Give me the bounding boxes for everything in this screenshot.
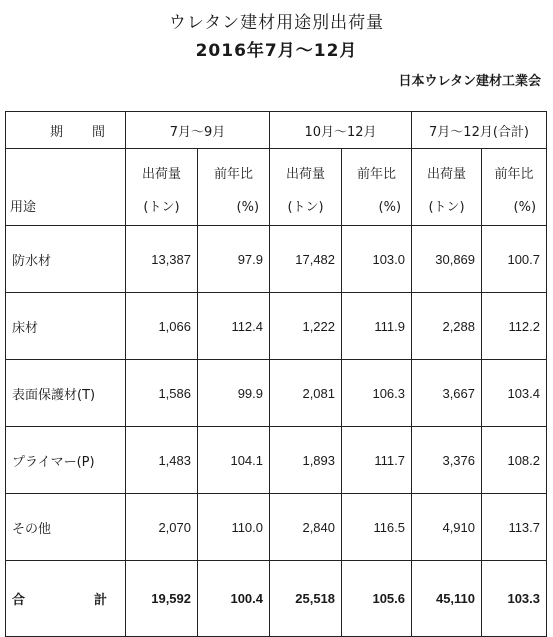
category-cell: プライマー(P) xyxy=(6,427,126,494)
yoy-value: 104.1 xyxy=(198,427,270,494)
shipment-label: 出荷量 xyxy=(286,167,326,182)
total-yoy-value: 105.6 xyxy=(342,561,412,637)
category-cell: その他 xyxy=(6,494,126,561)
total-shipment-value: 45,110 xyxy=(412,561,482,637)
category-cell: 防水材 xyxy=(6,226,126,293)
shipment-label: 出荷量 xyxy=(427,167,467,182)
usage-label: 用途 xyxy=(10,200,37,215)
yoy-value: 112.4 xyxy=(198,293,270,360)
sub-header-row xyxy=(6,149,547,226)
yoy-value: 108.2 xyxy=(482,427,547,494)
shipment-value: 1,586 xyxy=(126,360,198,427)
shipment-unit: (トン) xyxy=(287,200,324,215)
yoy-value: 111.7 xyxy=(342,427,412,494)
yoy-value: 112.2 xyxy=(482,293,547,360)
yoy-value: 106.3 xyxy=(342,360,412,427)
yoy-value: 111.9 xyxy=(342,293,412,360)
period-header: 10月～12月 xyxy=(270,112,412,149)
table-row xyxy=(6,494,547,561)
total-row xyxy=(6,561,547,637)
period-header: 7月～9月 xyxy=(126,112,270,149)
total-label: 合 計 xyxy=(6,561,126,637)
total-shipment-value: 25,518 xyxy=(270,561,342,637)
shipment-label: 出荷量 xyxy=(141,167,181,182)
usage-label-cell xyxy=(6,149,126,226)
yoy-value: 113.7 xyxy=(482,494,547,561)
shipment-value: 1,483 xyxy=(126,427,198,494)
yoy-value: 103.0 xyxy=(342,226,412,293)
shipment-value: 2,840 xyxy=(270,494,342,561)
shipment-value: 2,081 xyxy=(270,360,342,427)
total-yoy-value: 103.3 xyxy=(482,561,547,637)
shipment-value: 2,070 xyxy=(126,494,198,561)
period-label: 期 間 xyxy=(6,112,126,149)
table-row xyxy=(6,293,547,360)
page-title: ウレタン建材用途別出荷量 xyxy=(168,13,385,33)
shipment-header xyxy=(126,149,198,226)
shipment-value: 1,222 xyxy=(270,293,342,360)
shipment-unit: (トン) xyxy=(143,200,180,215)
shipment-value: 13,387 xyxy=(126,226,198,293)
table-row xyxy=(6,226,547,293)
yoy-value: 99.9 xyxy=(198,360,270,427)
period-header: 7月～12月(合計) xyxy=(412,112,547,149)
yoy-value: 103.4 xyxy=(482,360,547,427)
shipment-value: 3,376 xyxy=(412,427,482,494)
table-row xyxy=(6,360,547,427)
yoy-label: 前年比 xyxy=(494,167,534,182)
category-cell: 表面保護材(T) xyxy=(6,360,126,427)
yoy-value: 110.0 xyxy=(198,494,270,561)
shipment-value: 2,288 xyxy=(412,293,482,360)
period-header-row xyxy=(6,112,547,149)
yoy-value: 116.5 xyxy=(342,494,412,561)
yoy-header xyxy=(198,149,270,226)
yoy-unit: (%) xyxy=(513,200,537,215)
yoy-value: 100.7 xyxy=(482,226,547,293)
shipment-value: 17,482 xyxy=(270,226,342,293)
yoy-unit: (%) xyxy=(378,200,402,215)
shipment-value: 3,667 xyxy=(412,360,482,427)
shipment-value: 1,893 xyxy=(270,427,342,494)
shipment-value: 4,910 xyxy=(412,494,482,561)
shipment-unit: (トン) xyxy=(428,200,465,215)
yoy-header xyxy=(342,149,412,226)
table-row xyxy=(6,427,547,494)
category-cell: 床材 xyxy=(6,293,126,360)
total-yoy-value: 100.4 xyxy=(198,561,270,637)
shipment-table xyxy=(5,111,547,637)
page-subtitle: 2016年7月～12月 xyxy=(195,41,358,61)
shipment-value: 30,869 xyxy=(412,226,482,293)
yoy-unit: (%) xyxy=(236,200,260,215)
yoy-header xyxy=(482,149,547,226)
organization-name: 日本ウレタン建材工業会 xyxy=(398,74,541,89)
shipment-header xyxy=(270,149,342,226)
yoy-value: 97.9 xyxy=(198,226,270,293)
yoy-label: 前年比 xyxy=(214,167,254,182)
yoy-label: 前年比 xyxy=(357,167,397,182)
total-shipment-value: 19,592 xyxy=(126,561,198,637)
shipment-value: 1,066 xyxy=(126,293,198,360)
shipment-header xyxy=(412,149,482,226)
